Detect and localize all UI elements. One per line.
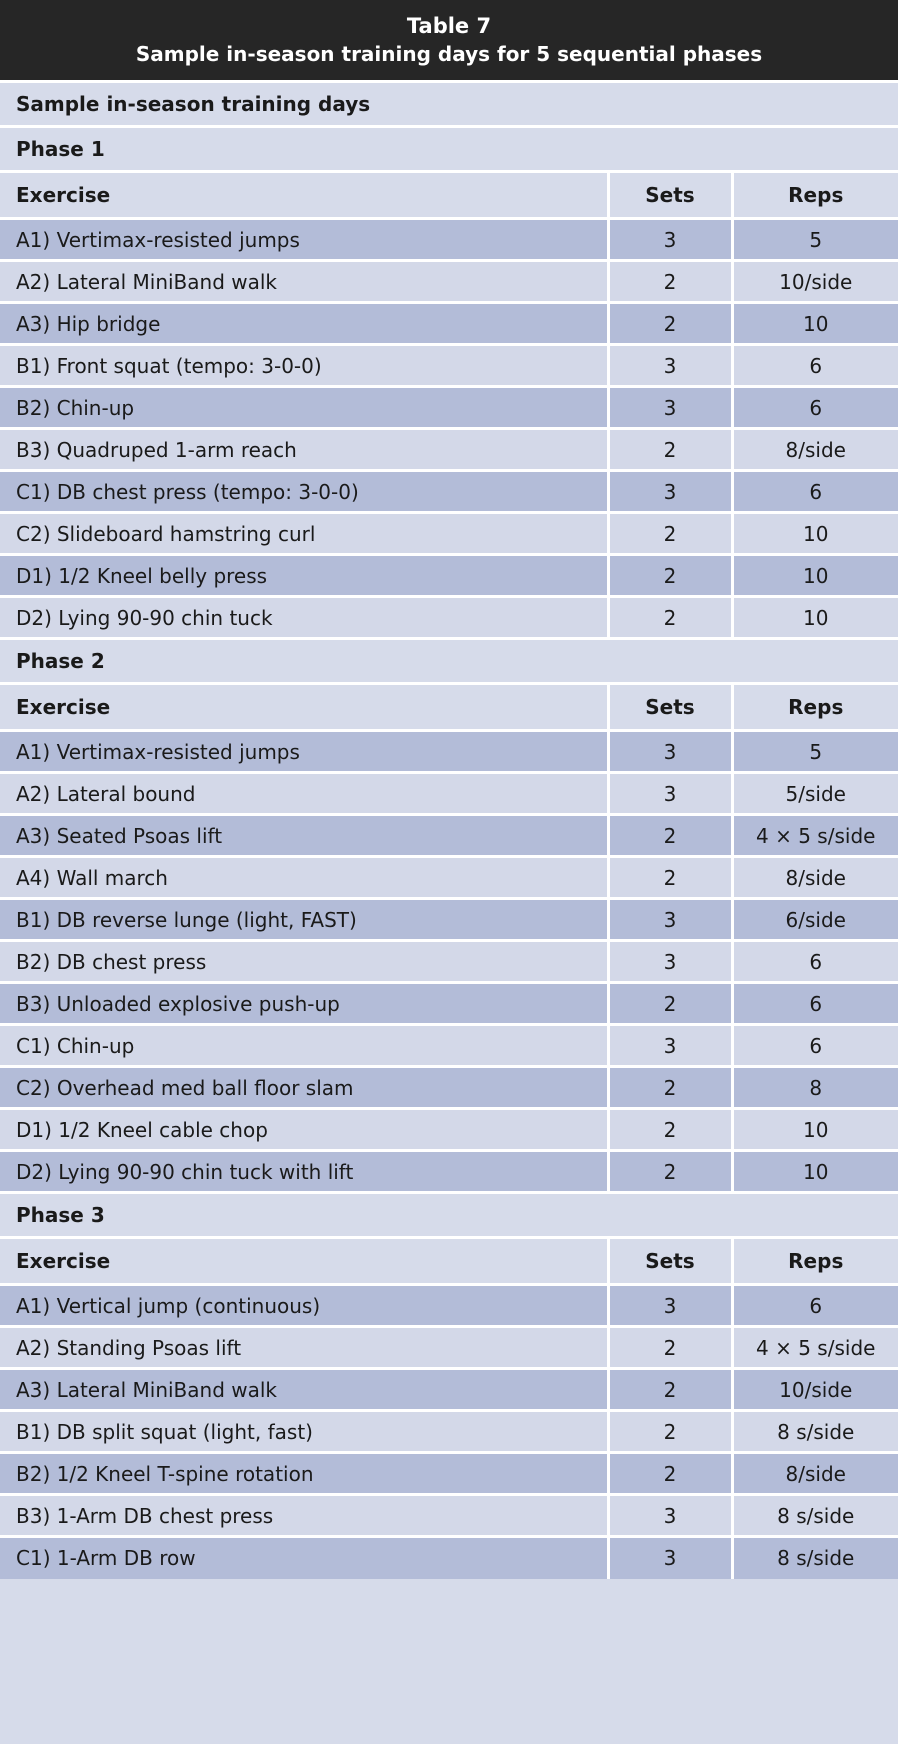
- exercise-cell: A4) Wall march: [0, 857, 608, 899]
- exercise-cell: B3) Unloaded explosive push-up: [0, 983, 608, 1025]
- reps-cell: 4 × 5 s/side: [732, 1327, 898, 1369]
- exercise-cell: B2) 1/2 Kneel T-spine rotation: [0, 1453, 608, 1495]
- exercise-cell: A1) Vertical jump (continuous): [0, 1285, 608, 1327]
- table-row: [0, 387, 898, 429]
- phase-label: Phase 2: [0, 639, 898, 684]
- exercise-cell: C2) Overhead med ball floor slam: [0, 1067, 608, 1109]
- sets-cell: 2: [608, 983, 732, 1025]
- reps-cell: 8 s/side: [732, 1411, 898, 1453]
- sets-cell: 2: [608, 1067, 732, 1109]
- table-row: [0, 1495, 898, 1537]
- exercise-cell: C1) DB chest press (tempo: 3-0-0): [0, 471, 608, 513]
- sets-cell: 3: [608, 471, 732, 513]
- column-header-row: [0, 684, 898, 731]
- reps-cell: 6: [732, 471, 898, 513]
- sets-cell: 2: [608, 555, 732, 597]
- exercise-cell: C2) Slideboard hamstring curl: [0, 513, 608, 555]
- exercise-cell: B2) Chin-up: [0, 387, 608, 429]
- exercise-cell: D2) Lying 90-90 chin tuck with lift: [0, 1151, 608, 1193]
- table-row: [0, 555, 898, 597]
- sets-cell: 2: [608, 857, 732, 899]
- table-subtitle: Sample in-season training days for 5 sequential phases: [135, 42, 763, 66]
- sets-cell: 2: [608, 1327, 732, 1369]
- table-title: Table 7: [406, 14, 492, 38]
- table-row: [0, 345, 898, 387]
- sets-cell: 2: [608, 597, 732, 639]
- column-header-reps: Reps: [732, 684, 898, 731]
- section-header-row: [0, 82, 898, 127]
- exercise-cell: B3) 1-Arm DB chest press: [0, 1495, 608, 1537]
- column-header-reps: Reps: [732, 172, 898, 219]
- table-row: [0, 941, 898, 983]
- exercise-cell: C1) 1-Arm DB row: [0, 1537, 608, 1579]
- reps-cell: 8/side: [732, 429, 898, 471]
- table-row: [0, 1285, 898, 1327]
- exercise-cell: D1) 1/2 Kneel cable chop: [0, 1109, 608, 1151]
- phase-header-row: [0, 127, 898, 172]
- column-header-sets: Sets: [608, 172, 732, 219]
- sets-cell: 3: [608, 1285, 732, 1327]
- exercise-cell: D2) Lying 90-90 chin tuck: [0, 597, 608, 639]
- column-header-sets: Sets: [608, 1238, 732, 1285]
- reps-cell: 6: [732, 941, 898, 983]
- table-row: [0, 1067, 898, 1109]
- sets-cell: 3: [608, 219, 732, 261]
- phase-label: Phase 1: [0, 127, 898, 172]
- sets-cell: 3: [608, 731, 732, 773]
- sets-cell: 3: [608, 773, 732, 815]
- sets-cell: 2: [608, 1453, 732, 1495]
- table-row: [0, 471, 898, 513]
- sets-cell: 3: [608, 387, 732, 429]
- reps-cell: 8 s/side: [732, 1537, 898, 1579]
- reps-cell: 5: [732, 731, 898, 773]
- table-row: [0, 261, 898, 303]
- exercise-cell: A2) Standing Psoas lift: [0, 1327, 608, 1369]
- table-row: [0, 773, 898, 815]
- reps-cell: 6: [732, 1285, 898, 1327]
- reps-cell: 8/side: [732, 857, 898, 899]
- table-row: [0, 731, 898, 773]
- reps-cell: 5/side: [732, 773, 898, 815]
- reps-cell: 10/side: [732, 1369, 898, 1411]
- sets-cell: 2: [608, 1151, 732, 1193]
- table-row: [0, 429, 898, 471]
- table-row: [0, 1151, 898, 1193]
- phase-header-row: [0, 639, 898, 684]
- training-table: [0, 80, 898, 1579]
- reps-cell: 6: [732, 983, 898, 1025]
- phase-header-row: [0, 1193, 898, 1238]
- reps-cell: 6/side: [732, 899, 898, 941]
- column-header-row: [0, 1238, 898, 1285]
- table-row: [0, 597, 898, 639]
- reps-cell: 6: [732, 387, 898, 429]
- exercise-cell: A1) Vertimax-resisted jumps: [0, 731, 608, 773]
- reps-cell: 8 s/side: [732, 1495, 898, 1537]
- exercise-cell: A1) Vertimax-resisted jumps: [0, 219, 608, 261]
- exercise-cell: D1) 1/2 Kneel belly press: [0, 555, 608, 597]
- column-header-reps: Reps: [732, 1238, 898, 1285]
- sets-cell: 3: [608, 1025, 732, 1067]
- table-row: [0, 899, 898, 941]
- training-table-body: [0, 82, 898, 1579]
- sets-cell: 2: [608, 1109, 732, 1151]
- exercise-cell: B1) DB reverse lunge (light, FAST): [0, 899, 608, 941]
- table-row: [0, 1411, 898, 1453]
- sets-cell: 3: [608, 1495, 732, 1537]
- reps-cell: 10: [732, 555, 898, 597]
- exercise-cell: A2) Lateral bound: [0, 773, 608, 815]
- sets-cell: 2: [608, 429, 732, 471]
- reps-cell: 6: [732, 1025, 898, 1067]
- table-row: [0, 303, 898, 345]
- table-title-block: [0, 0, 898, 80]
- table-row: [0, 857, 898, 899]
- column-header-row: [0, 172, 898, 219]
- column-header-sets: Sets: [608, 684, 732, 731]
- reps-cell: 10: [732, 1109, 898, 1151]
- table-row: [0, 219, 898, 261]
- table-row: [0, 1369, 898, 1411]
- reps-cell: 10/side: [732, 261, 898, 303]
- column-header-exercise: Exercise: [0, 1238, 608, 1285]
- table-row: [0, 1109, 898, 1151]
- table-row: [0, 1327, 898, 1369]
- column-header-exercise: Exercise: [0, 172, 608, 219]
- table-row: [0, 815, 898, 857]
- phase-label: Phase 3: [0, 1193, 898, 1238]
- exercise-cell: B3) Quadruped 1-arm reach: [0, 429, 608, 471]
- sets-cell: 2: [608, 513, 732, 555]
- sets-cell: 2: [608, 303, 732, 345]
- sets-cell: 3: [608, 899, 732, 941]
- exercise-cell: B2) DB chest press: [0, 941, 608, 983]
- reps-cell: 10: [732, 513, 898, 555]
- exercise-cell: A3) Lateral MiniBand walk: [0, 1369, 608, 1411]
- table-row: [0, 1537, 898, 1579]
- reps-cell: 8/side: [732, 1453, 898, 1495]
- table-row: [0, 983, 898, 1025]
- sets-cell: 2: [608, 815, 732, 857]
- sets-cell: 3: [608, 941, 732, 983]
- reps-cell: 10: [732, 597, 898, 639]
- exercise-cell: A3) Seated Psoas lift: [0, 815, 608, 857]
- reps-cell: 4 × 5 s/side: [732, 815, 898, 857]
- exercise-cell: C1) Chin-up: [0, 1025, 608, 1067]
- sets-cell: 2: [608, 261, 732, 303]
- reps-cell: 5: [732, 219, 898, 261]
- exercise-cell: B1) DB split squat (light, fast): [0, 1411, 608, 1453]
- reps-cell: 10: [732, 303, 898, 345]
- section-label: Sample in-season training days: [0, 82, 898, 127]
- reps-cell: 6: [732, 345, 898, 387]
- table-row: [0, 1025, 898, 1067]
- table-row: [0, 1453, 898, 1495]
- column-header-exercise: Exercise: [0, 684, 608, 731]
- reps-cell: 10: [732, 1151, 898, 1193]
- exercise-cell: A2) Lateral MiniBand walk: [0, 261, 608, 303]
- sets-cell: 3: [608, 1537, 732, 1579]
- exercise-cell: B1) Front squat (tempo: 3-0-0): [0, 345, 608, 387]
- reps-cell: 8: [732, 1067, 898, 1109]
- exercise-cell: A3) Hip bridge: [0, 303, 608, 345]
- sets-cell: 2: [608, 1411, 732, 1453]
- table-row: [0, 513, 898, 555]
- sets-cell: 2: [608, 1369, 732, 1411]
- sets-cell: 3: [608, 345, 732, 387]
